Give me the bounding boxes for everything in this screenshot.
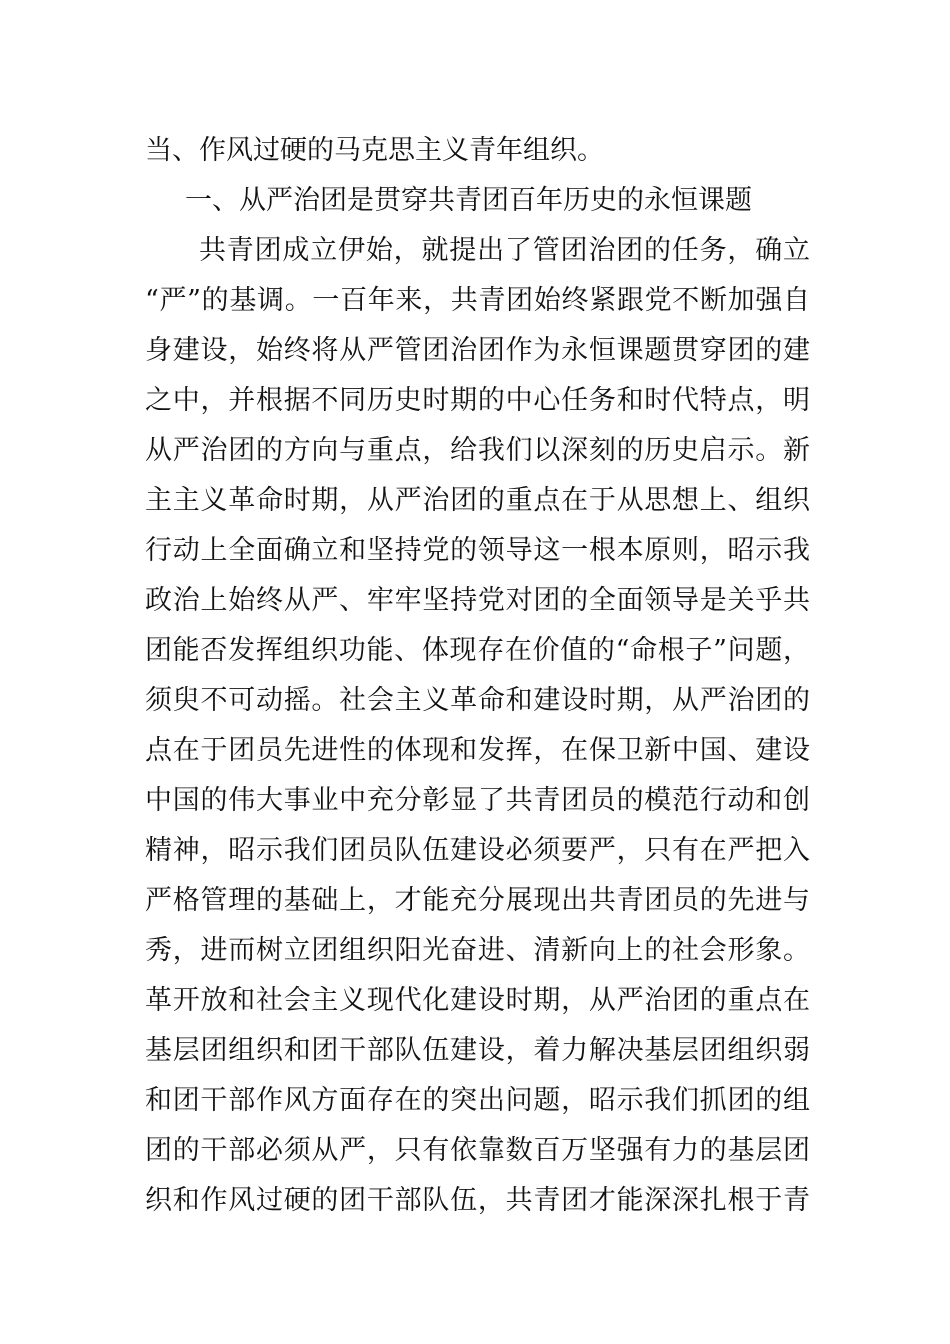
paragraph-line: 之中，并根据不同历史时期的中心任务和时代特点，明 <box>145 385 810 416</box>
paragraph-line: 秀，进而树立团组织阳光奋进、清新向上的社会形象。 <box>145 935 810 966</box>
continued-line: 当、作风过硬的马克思主义青年组织。 <box>145 135 604 166</box>
paragraph-line: 严格管理的基础上，才能充分展现出共青团员的先进与 <box>145 885 810 916</box>
paragraph-line: 中国的伟大事业中充分彰显了共青团员的模范行动和创 <box>145 785 810 816</box>
paragraph-line: 从严治团的方向与重点，给我们以深刻的历史启示。新 <box>145 435 810 466</box>
section-heading: 一、从严治团是贯穿共青团百年历史的永恒课题 <box>185 185 752 216</box>
paragraph-line: 和团干部作风方面存在的突出问题，昭示我们抓团的组 <box>145 1085 810 1116</box>
paragraph-line: 点在于团员先进性的体现和发挥，在保卫新中国、建设 <box>145 735 810 766</box>
paragraph-line: 革开放和社会主义现代化建设时期，从严治团的重点在 <box>145 985 810 1016</box>
paragraph-line: 行动上全面确立和坚持党的领导这一根本原则，昭示我 <box>145 535 810 566</box>
paragraph-line: 团的干部必须从严，只有依靠数百万坚强有力的基层团 <box>145 1135 810 1166</box>
paragraph-line: 织和作风过硬的团干部队伍，共青团才能深深扎根于青 <box>145 1185 810 1216</box>
paragraph-line: 主主义革命时期，从严治团的重点在于从思想上、组织 <box>145 485 810 516</box>
paragraph-line: 共青团成立伊始，就提出了管团治团的任务，确立 <box>199 235 810 266</box>
paragraph-line: 政治上始终从严、牢牢坚持党对团的全面领导是关乎共 <box>145 585 810 616</box>
paragraph-line: 身建设，始终将从严管团治团作为永恒课题贯穿团的建 <box>145 335 810 366</box>
paragraph-line: 须臾不可动摇。社会主义革命和建设时期，从严治团的 <box>145 685 810 716</box>
paragraph-line: 基层团组织和团干部队伍建设，着力解决基层团组织弱 <box>145 1035 810 1066</box>
paragraph-line: 团能否发挥组织功能、体现存在价值的“命根子”问题， <box>145 635 810 666</box>
paragraph-line: “严”的基调。一百年来，共青团始终紧跟党不断加强自 <box>145 285 810 316</box>
paragraph-line: 精神，昭示我们团员队伍建设必须要严，只有在严把入 <box>145 835 810 866</box>
document-body <box>145 126 810 1226</box>
